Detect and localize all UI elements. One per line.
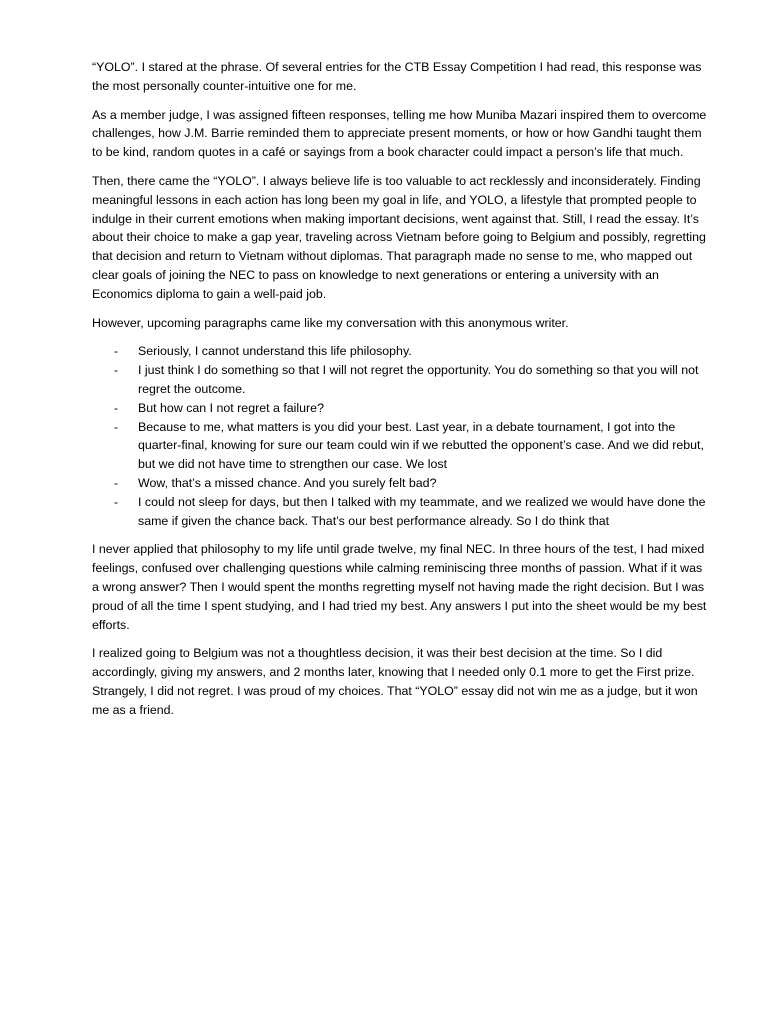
paragraph-intro: “YOLO”. I stared at the phrase. Of several entries for the CTB Essay Competition I had read, this response was the most personally counter-intuitive one for me. — [92, 60, 702, 93]
paragraph-judge: As a member judge, I was assigned fifteen responses, telling me how Muniba Mazari inspired them to overcome challenges, how J.M. Barrie reminded them to appreciate present moments, or how or how Gandhi taught them to be kind, random quotes in a café or sayings from a book character could impact a person’s life that much. — [92, 107, 707, 160]
bullet-dash: - — [114, 400, 119, 415]
dialogue-item — [92, 418, 710, 474]
document-page — [92, 58, 710, 730]
dialogue-item — [92, 361, 710, 399]
bullet-dash: - — [114, 475, 119, 490]
paragraph-conclusion: I realized going to Belgium was not a thoughtless decision, it was their best decision at the time. So I did accordingly, giving my answers, and 2 months later, knowing that I needed only 0.1 more to get the First prize. Strangely, I did not regret. I was proud of my choices. That “YOLO” essay did not win me as a judge, but it won me as a friend. — [92, 646, 698, 717]
bullet-dash: - — [114, 419, 119, 434]
dialogue-text: I just think I do something so that I will not regret the opportunity. You do something so that you will not regret the outcome. — [138, 363, 699, 396]
dialogue-text: But how can I not regret a failure? — [138, 400, 324, 415]
paragraph-grade-twelve: I never applied that philosophy to my life until grade twelve, my final NEC. In three hours of the test, I had mixed feelings, confused over challenging questions while calming reminiscing three months of passion. What if it was a wrong answer? Then I would spent the months regretting myself not having made the right decision. But I was proud of all the time I spent studying, and I had tried my best. Any answers I put into the sheet would be my best efforts. — [92, 542, 707, 632]
dialogue-text: Seriously, I cannot understand this life philosophy. — [138, 344, 412, 359]
dialogue-item — [92, 493, 710, 531]
dialogue-list — [92, 342, 710, 530]
paragraph-conversation-intro: However, upcoming paragraphs came like my conversation with this anonymous writer. — [92, 315, 569, 330]
dialogue-text: I could not sleep for days, but then I talked with my teammate, and we realized we would have done the same if given the chance back. That’s our best performance already. So I do think that — [138, 494, 706, 528]
paragraph-yolo: Then, there came the “YOLO”. I always believe life is too valuable to act recklessly and inconsiderately. Finding meaningful lessons in each action has long been my goal in life, and YOLO, a lifestyle that prompted people to indulge in their current emotions when making important decisions, went against that. Still, I read the essay. It’s about their choice to make a gap year, traveling across Vietnam before going to Belgium and possibly, regretting that decision and return to Vietnam without diplomas. That paragraph made no sense to me, who mapped out clear goals of joining the NEC to pass on knowledge to next generations or entering a university with an Economics diploma to gain a well-paid job. — [92, 173, 706, 301]
dialogue-text: Wow, that’s a missed chance. And you surely felt bad? — [138, 475, 437, 490]
bullet-dash: - — [114, 363, 119, 378]
dialogue-item — [92, 399, 710, 418]
bullet-dash: - — [114, 344, 119, 359]
bullet-dash: - — [114, 494, 119, 509]
dialogue-item — [92, 342, 710, 361]
dialogue-item — [92, 474, 710, 493]
dialogue-text: Because to me, what matters is you did your best. Last year, in a debate tournament, I got into the quarter-final, knowing for sure our team could win if we rebutted the opponent’s case. And we did rebut, but we did not have time to strengthen our case. We lost — [138, 419, 704, 472]
